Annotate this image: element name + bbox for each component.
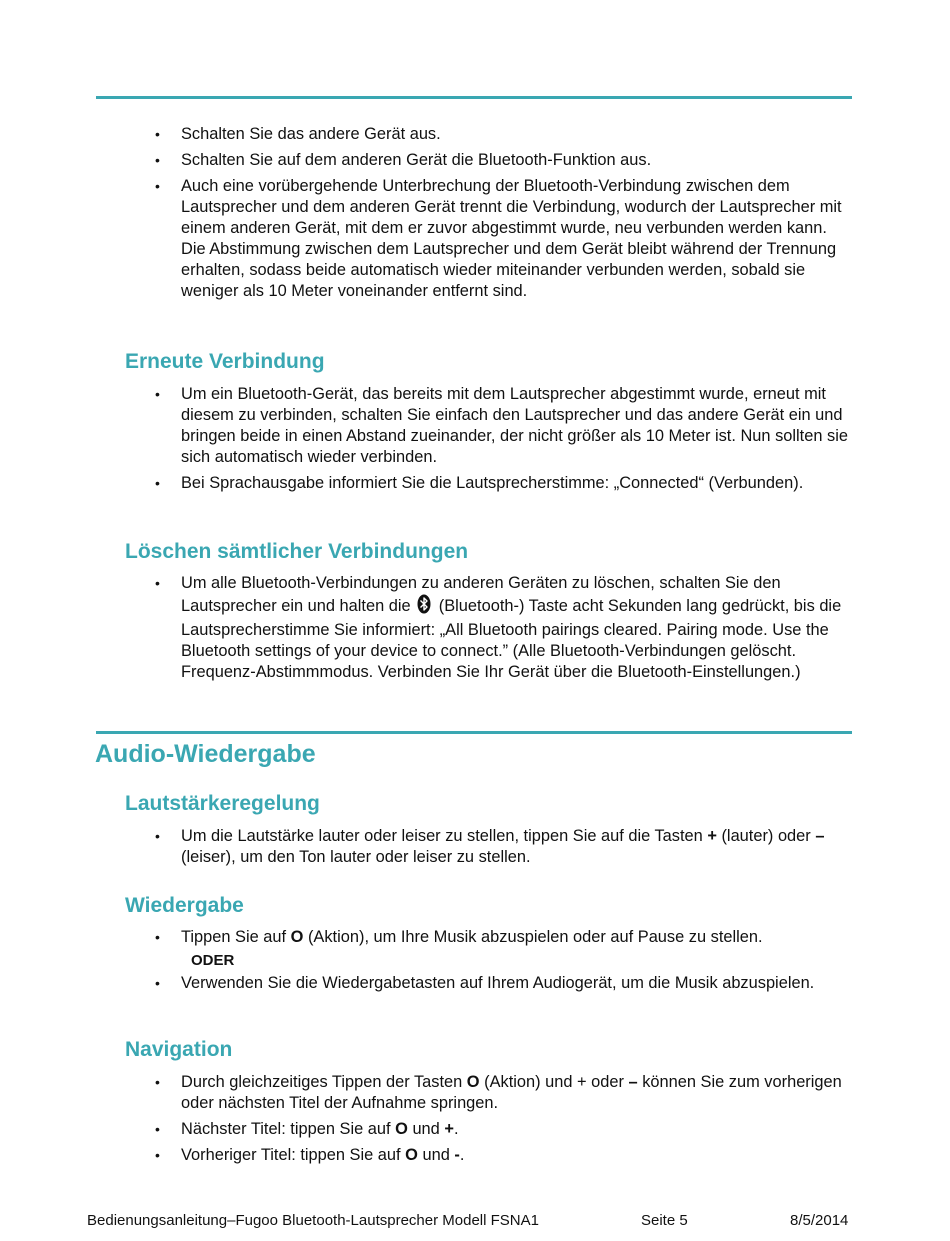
minus-symbol: – [628,1073,638,1091]
chapter-heading-audio-wiedergabe: Audio-Wiedergabe [95,740,316,768]
playback-list [0,927,950,953]
plus-symbol: + [444,1120,454,1138]
list-item [0,1119,950,1140]
list-item: • Um ein Bluetooth-Gerät, das bereits mit dem Lautsprecher abgestimmt wurde, erneut mit diesem zu verbinden, schalten Sie einfach den Lautsprecher und das andere Gerät ein und bringen beide in einen Abstand zueinander, der nicht größer als 10 Meter ist. Nun sollten sie sich automatisch wieder verbinden. [0,384,950,468]
bluetooth-icon [417,594,431,620]
navigation-text-2: (Aktion) und + oder [484,1073,624,1091]
playback-list-alt [0,973,950,999]
clear-pairings-text-end: (Bluetooth-) Taste acht Sekunden lang gedrückt, bis die Lautsprecherstimme Sie informiert: „All Bluetooth pairings cleared. Pairing mode. Use the Bluetooth settings of your device to connect.” (Alle Bluetooth-Verbindungen gelöscht. Frequenz-Abstimmmodus. Verbinden Sie Ihr Gerät über die Bluetooth-Einstellungen.) [181,597,842,681]
reconnect-list [0,384,950,499]
list-item: • Auch eine vorübergehende Unterbrechung der Bluetooth-Verbindung zwischen dem Lautsprecher und dem anderen Gerät trennt die Verbindung, wodurch der Lautsprecher mit einem anderen Gerät, mit dem er zuvor abgestimmt wurde, neu verbunden werden kann. Die Abstimmung zwischen dem Lautsprecher und dem Gerät bleibt während der Trennung erhalten, sodass beide automatisch wieder miteinander verbunden werden, sobald sie weniger als 10 Meter voneinander entfernt sind. [0,176,950,302]
volume-list [0,826,950,873]
playback-text-1: Tippen Sie auf [181,928,287,946]
next-track-and: und [412,1120,440,1138]
list-item [0,826,950,868]
clear-pairings-list [0,573,950,688]
footer-page-number: Seite 5 [641,1212,688,1229]
navigation-list [0,1072,950,1171]
list-item [0,573,950,683]
previous-track-text: Vorheriger Titel: tippen Sie auf [181,1146,401,1164]
navigation-text-1: Durch gleichzeitiges Tippen der Tasten [181,1073,463,1091]
section-heading-erneute-verbindung: Erneute Verbindung [125,350,325,373]
minus-symbol: – [815,827,825,845]
footer-document-title: Bedienungsanleitung–Fugoo Bluetooth-Lautsprecher Modell FSNA1 [87,1212,539,1229]
section-heading-loeschen: Löschen sämtlicher Verbindungen [125,540,469,563]
section-heading-wiedergabe: Wiedergabe [125,894,244,917]
list-item: • Bei Sprachausgabe informiert Sie die Lautsprecherstimme: „Connected“ (Verbunden). [0,473,950,494]
period: . [453,1120,459,1138]
section-heading-navigation: Navigation [125,1038,233,1061]
plus-symbol: + [707,827,717,845]
clear-pairings-text-start: Um alle Bluetooth-Verbindungen zu anderen Geräten zu löschen, schalten Sie den Lautsprecher ein und halten die [181,574,781,615]
disconnect-steps-list [0,124,950,307]
list-item [0,1072,950,1114]
footer-date: 8/5/2014 [790,1212,849,1229]
action-o-symbol: O [290,928,304,946]
list-item [0,1145,950,1166]
playback-text-2: (Aktion), um Ihre Musik abzuspielen oder auf Pause zu stellen. [307,928,763,946]
top-divider [96,96,852,99]
previous-track-and: und [422,1146,450,1164]
oder-label: ODER [191,952,235,969]
minus-symbol: - [454,1146,460,1164]
section-heading-lautstaerkeregelung: Lautstärkeregelung [125,792,320,815]
action-o-symbol: O [466,1073,480,1091]
list-item: • Verwenden Sie die Wiedergabetasten auf Ihrem Audiogerät, um die Musik abzuspielen. [0,973,950,994]
section-divider [96,731,852,734]
volume-text-2: (lauter) oder [721,827,811,845]
action-o-symbol: O [395,1120,408,1138]
list-item: • Schalten Sie das andere Gerät aus. [0,124,950,145]
volume-text-1: Um die Lautstärke lauter oder leiser zu stellen, tippen Sie auf die Tasten [181,827,703,845]
list-item [0,927,950,948]
action-o-symbol: O [405,1146,418,1164]
period: . [459,1146,465,1164]
navigation-text-3: können Sie zum vorherigen oder nächsten Titel der Aufnahme springen. [181,1073,842,1112]
next-track-text: Nächster Titel: tippen Sie auf [181,1120,391,1138]
list-item: • Schalten Sie auf dem anderen Gerät die Bluetooth-Funktion aus. [0,150,950,171]
volume-text-3: (leiser), um den Ton lauter oder leiser zu stellen. [181,848,531,866]
